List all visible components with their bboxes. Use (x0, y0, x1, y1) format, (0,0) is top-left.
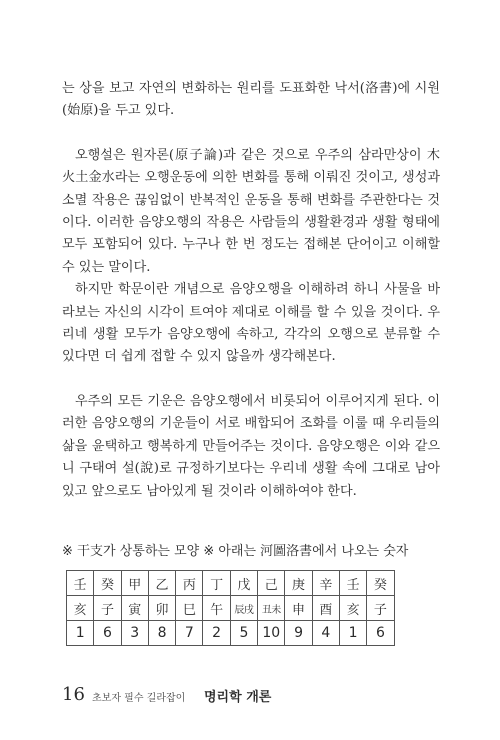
stem-cell: 甲 (121, 571, 148, 596)
number-cell: 6 (94, 621, 121, 646)
stems-row (67, 571, 395, 596)
stem-cell: 丙 (176, 571, 203, 596)
paragraph-2: 오행설은 원자론(原子論)과 같은 것으로 우주의 삼라만상이 木火土金水라는 오행운동에 의한 변화를 통해 이뤄진 것이고, 생성과 소멸 작용은 끊임없이 반복적인 운동을 통해 변화를 주관한다는 것이다. 이러한 음양오행의 작용은 사람들의 생활환경과 생활 형태에 모두 포함되어 있다. 누구나 한 번 정도는 접해본 단어이고 이해할 수 있는 말이다. (62, 147, 440, 275)
stem-cell: 壬 (67, 571, 94, 596)
stem-cell: 癸 (94, 571, 121, 596)
branch-cell: 酉 (312, 596, 339, 621)
branch-cell: 丑未 (258, 596, 285, 621)
stem-cell: 癸 (367, 571, 394, 596)
paragraph-4: 우주의 모든 기운은 음양오행에서 비롯되어 이루어지게 된다. 이러한 음양오행의 기운들이 서로 배합되어 조화를 이룰 때 우리들의 삶을 윤택하고 행복하게 만들어주는 것이다. 음양오행은 이와 같으니 구태여 설(說)로 규정하기보다는 우리네 생활 속에 그대로 남아있고 앞으로도 남아있게 될 것이라 이해하여야 한다. (62, 393, 440, 499)
branch-cell: 申 (285, 596, 312, 621)
number-cell: 1 (67, 621, 94, 646)
stem-cell: 乙 (148, 571, 175, 596)
number-cell: 3 (121, 621, 148, 646)
stem-cell: 丁 (203, 571, 230, 596)
branches-row (67, 596, 395, 621)
number-cell: 8 (148, 621, 175, 646)
body-text (62, 78, 440, 503)
stem-cell: 己 (258, 571, 285, 596)
number-cell: 2 (203, 621, 230, 646)
page-number: 16 (62, 684, 85, 705)
branch-cell: 亥 (67, 596, 94, 621)
number-cell: 1 (339, 621, 366, 646)
branch-cell: 巳 (176, 596, 203, 621)
branch-cell: 午 (203, 596, 230, 621)
branch-cell: 寅 (121, 596, 148, 621)
stem-cell: 辛 (312, 571, 339, 596)
stem-cell: 庚 (285, 571, 312, 596)
paragraph-1: 는 상을 보고 자연의 변화하는 원리를 도표화한 낙서(洛書)에 시원(始原)을 두고 있다. (62, 81, 440, 119)
stem-cell: 壬 (339, 571, 366, 596)
branch-cell: 辰戌 (230, 596, 257, 621)
number-cell: 5 (230, 621, 257, 646)
branch-cell: 子 (367, 596, 394, 621)
numbers-row (67, 621, 395, 646)
table-caption: ※ 干支가 상통하는 모양 ※ 아래는 河圖洛書에서 나오는 숫자 (62, 544, 409, 559)
number-cell: 7 (176, 621, 203, 646)
series-title: 초보자 필수 길라잡이 (92, 693, 186, 704)
number-cell: 6 (367, 621, 394, 646)
number-cell: 4 (312, 621, 339, 646)
stem-cell: 戊 (230, 571, 257, 596)
number-cell: 10 (258, 621, 285, 646)
branch-cell: 卯 (148, 596, 175, 621)
book-title: 명리학 개론 (204, 690, 272, 705)
number-cell: 9 (285, 621, 312, 646)
branch-cell: 亥 (339, 596, 366, 621)
ganzhi-table (66, 570, 395, 646)
paragraph-3: 하지만 학문이란 개념으로 음양오행을 이해하려 하니 사물을 바라보는 자신의 시각이 트여야 제대로 이해를 할 수 있을 것이다. 우리네 생활 모두가 음양오행에 속하고, 각각의 오행으로 분류할 수 있다면 더 쉽게 접할 수 있지 않을까 생각해본다. (62, 282, 440, 365)
branch-cell: 子 (94, 596, 121, 621)
page-footer (62, 684, 442, 704)
